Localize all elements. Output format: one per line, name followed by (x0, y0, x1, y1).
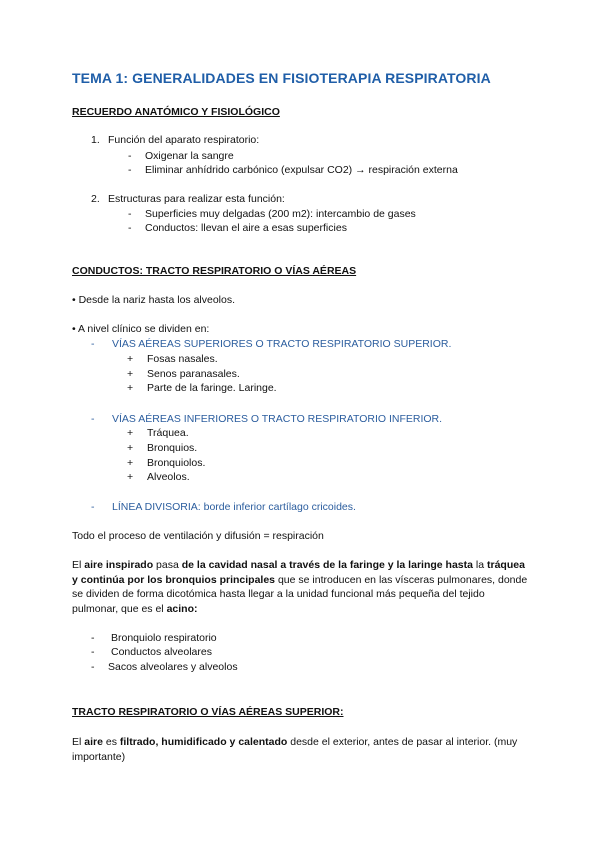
sub-item: Tráquea. (147, 427, 189, 439)
section-heading-conductos: CONDUCTOS: TRACTO RESPIRATORIO O VÍAS AÉREAS (72, 265, 357, 277)
acino-item: Bronquiolo respiratorio (111, 632, 217, 644)
list-item-estructuras: Estructuras para realizar esta función: (108, 193, 285, 205)
bullet-item: • A nivel clínico se dividen en: (72, 323, 210, 335)
section-heading-recuerdo: RECUERDO ANATÓMICO Y FISIOLÓGICO (72, 106, 280, 118)
dash-marker: - (91, 661, 95, 673)
list-number-1: 1. (91, 134, 100, 146)
section-heading-superior: TRACTO RESPIRATORIO O VÍAS AÉREAS SUPERIOR: (72, 706, 344, 718)
sub-item: Oxigenar la sangre (145, 150, 234, 162)
plus-marker: + (127, 353, 134, 365)
dash-marker: - (91, 413, 95, 425)
dash-marker: - (128, 164, 132, 176)
plus-marker: + (127, 368, 134, 380)
acino-item: Conductos alveolares (111, 646, 212, 658)
plus-marker: + (127, 457, 134, 469)
sub-item: Parte de la faringe. Laringe. (147, 382, 277, 394)
dash-marker: - (91, 632, 95, 644)
sub-item: Senos paranasales. (147, 368, 240, 380)
list-number-2: 2. (91, 193, 100, 205)
acino-item: Sacos alveolares y alveolos (108, 661, 238, 673)
vias-superiores-label: VÍAS AÉREAS SUPERIORES O TRACTO RESPIRATORIO SUPERIOR. (112, 338, 452, 350)
dash-marker: - (91, 338, 95, 350)
vias-inferiores-label: VÍAS AÉREAS INFERIORES O TRACTO RESPIRATORIO INFERIOR. (112, 413, 443, 425)
plus-marker: + (127, 442, 134, 454)
aire-paragraph: El aire es filtrado, humidificado y calentado desde el exterior, antes de pasar al interior. (muy importante) (72, 736, 518, 763)
plus-marker: + (127, 427, 134, 439)
dash-marker: - (91, 646, 95, 658)
list-item-funcion: Función del aparato respiratorio: (108, 134, 260, 146)
plus-marker: + (127, 471, 134, 483)
sub-item: Fosas nasales. (147, 353, 218, 365)
linea-divisoria: LÍNEA DIVISORIA: borde inferior cartílago cricoides. (112, 501, 356, 513)
sub-item: Alveolos. (147, 471, 190, 483)
acino-paragraph: El aire inspirado pasa de la cavidad nasal a través de la faringe y la laringe hasta la tráquea y continúa por los bronquios principales que se introducen en las vísceras pulmonares, donde se dividen de forma dicotómica hasta llegar a la unidad funcional más pequeña del tejido pulmonar, que es el acino: (72, 559, 528, 615)
bullet-item: • Desde la nariz hasta los alveolos. (72, 294, 236, 306)
sub-item: Conductos: llevan el aire a esas superficies (145, 222, 347, 234)
page-title: TEMA 1: GENERALIDADES EN FISIOTERAPIA RESPIRATORIA (72, 70, 491, 86)
respiracion-note: Todo el proceso de ventilación y difusión = respiración (72, 530, 324, 542)
sub-item: Superficies muy delgadas (200 m2): intercambio de gases (145, 208, 416, 220)
dash-marker: - (128, 222, 132, 234)
plus-marker: + (127, 382, 134, 394)
sub-item: Eliminar anhídrido carbónico (expulsar CO2) → respiración externa (145, 164, 458, 176)
sub-item: Bronquios. (147, 442, 198, 454)
dash-marker: - (128, 208, 132, 220)
dash-marker: - (91, 501, 95, 513)
sub-item: Bronquiolos. (147, 457, 206, 469)
dash-marker: - (128, 150, 132, 162)
